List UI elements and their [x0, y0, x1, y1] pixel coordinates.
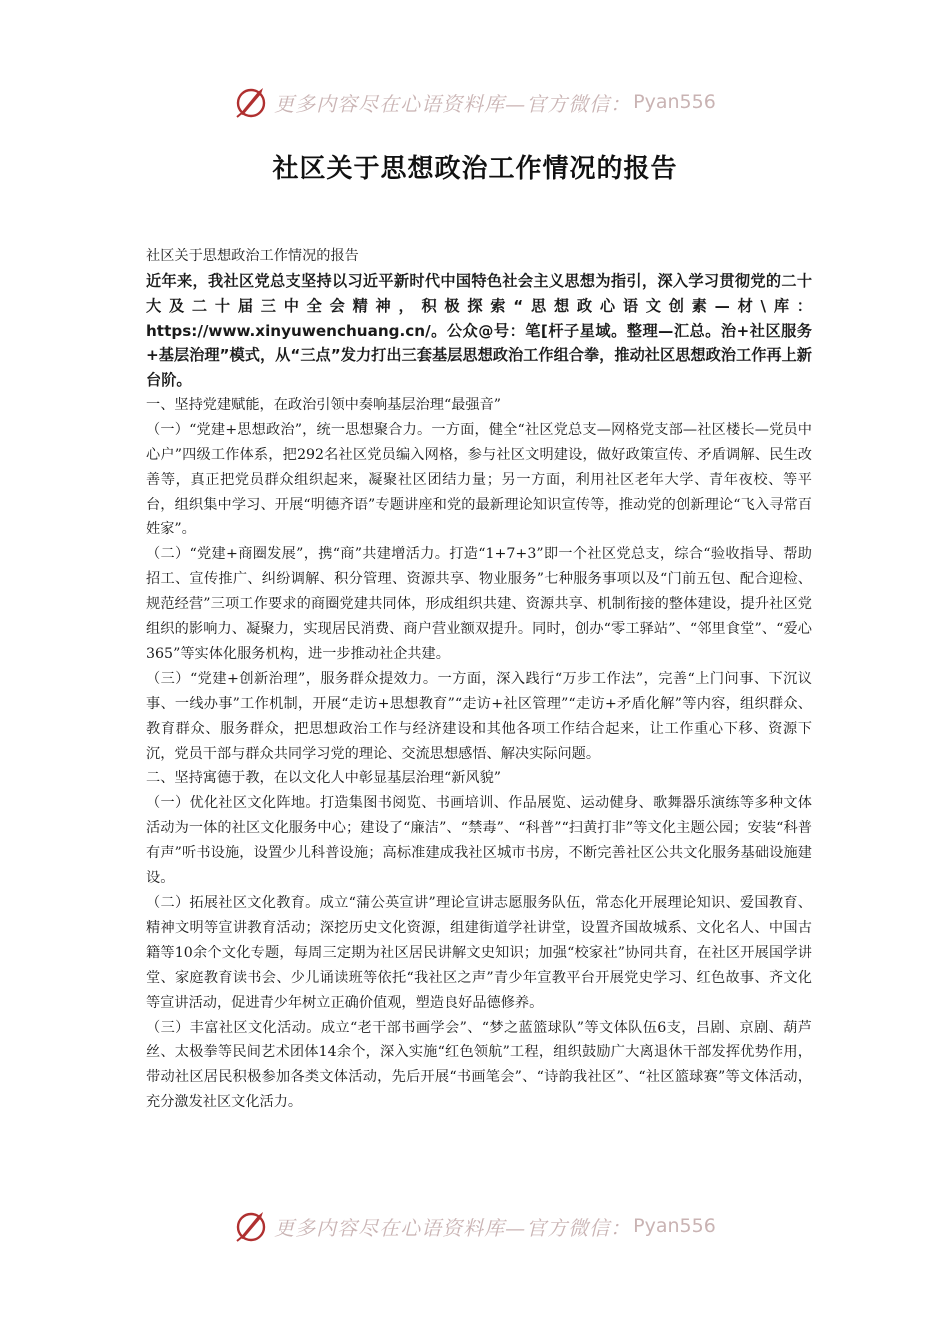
intro-paragraph: 近年来，我社区党总支坚持以习近平新时代中国特色社会主义思想为指引，深入学习贯彻党的二十大及二十届三中全会精神，积极探索“思想政心语文创素—材\库：https://www.xinyuwenchuang.cn/。公众@号：笔[杆子星域。整理—汇总。治+社区服务+基层治理”模式，从“三点”发力打出三套基层思想政治工作组合拳，推动社区思想政治工作再上新台阶。: [146, 271, 812, 390]
banner-wechat-id: Pyan556: [633, 1215, 716, 1237]
paragraph: （二）拓展社区文化教育。成立“蒲公英宣讲”理论宣讲志愿服务队伍，常态化开展理论知识、爱国教育、精神文明等宣讲教育活动；深挖历史文化资源，组建街道学社讲堂，设置齐国故城系、文化名人、中国古籍等10余个文化专题，每周三定期为社区居民讲解文史知识；加强“校家社”协同共育，在社区开展国学讲堂、家庭教育读书会、少儿诵读班等依托“我社区之声”青少年宣教平台开展党史学习、红色故事、齐文化等宣讲活动，促进青少年树立正确价值观，塑造良好品德修养。: [146, 895, 812, 1011]
paragraph: （一）优化社区文化阵地。打造集图书阅览、书画培训、作品展览、运动健身、歌舞器乐演练等多种文体活动为一体的社区文化服务中心；建设了“廉洁”、“禁毒”、“科普”“扫黄打非”等文化主题公园；安装“科普有声”听书设施，设置少儿科普设施；高标准建成我社区城市书房，不断完善社区公共文化服务基础设施建设。: [146, 795, 812, 887]
footer-watermark-banner: [0, 1206, 950, 1246]
paragraph: （二）“党建+商圈发展”，携“商”共建增活力。打造“1+7+3”即一个社区党总支，综合“验收指导、帮助招工、宣传推广、纠纷调解、积分管理、资源共享、物业服务”七种服务事项以及“门前五包、配合迎检、规范经营”三项工作要求的商圈党建共同体，形成组织共建、资源共享、机制衔接的整体建设，提升社区党组织的影响力、凝聚力，实现居民消费、商户营业额双提升。同时，创办“零工驿站”、“邻里食堂”、“爱心365”等实体化服务机构，进一步推动社企共建。: [146, 546, 812, 662]
paragraph: （三）丰富社区文化活动。成立“老干部书画学会”、“梦之蓝篮球队”等文体队伍6支，吕剧、京剧、葫芦丝、太极拳等民间艺术团体14余个，深入实施“红色领航”工程，组织鼓励广大离退休干部发挥优势作用，带动社区居民积极参加各类文体活动，先后开展“书画笔会”、“诗韵我社区”、“社区篮球赛”等文体活动，充分激发社区文化活力。: [146, 1019, 812, 1111]
paragraph: （三）“党建+创新治理”，服务群众提效力。一方面，深入践行“万步工作法”，完善“上门问事、下沉议事、一线办事”工作机制，开展“走访+思想教育”“走访+社区管理”“走访+矛盾化解”等内容，组织群众、教育群众、服务群众，把思想政治工作与经济建设和其他各项工作结合起来，让工作重心下移、资源下沉，党员干部与群众共同学习党的理论、交流思想感悟、解决实际问题。: [146, 670, 812, 762]
quill-logo-icon: [234, 84, 270, 120]
section-heading-1: 一、坚持党建赋能，在政治引领中奏响基层治理“最强音”: [146, 396, 502, 413]
document-body: [146, 244, 812, 1115]
quill-logo-icon: [234, 1208, 270, 1244]
subtitle-line: 社区关于思想政治工作情况的报告: [146, 248, 359, 264]
header-watermark-banner: [0, 82, 950, 122]
paragraph: （一）“党建+思想政治”，统一思想聚合力。一方面，健全“社区党总支—网格党支部—社区楼长—党员中心户”四级工作体系，把292名社区党员编入网格，参与社区文明建设，做好政策宣传、矛盾调解、民生改善等，真正把党员群众组织起来，凝聚社区团结力量；另一方面，利用社区老年大学、青年夜校、等平台，组织集中学习、开展“明德齐语”专题讲座和党的最新理论知识宣传等，推动党的创新理论“飞入寻常百姓家”。: [146, 421, 812, 538]
document-title: 社区关于思想政治工作情况的报告: [272, 154, 678, 184]
banner-text: 更多内容尽在心语资料库—官方微信：: [274, 91, 632, 116]
section-heading-2: 二、坚持寓德于教，在以文化人中彰显基层治理“新风貌”: [146, 770, 502, 787]
banner-text: 更多内容尽在心语资料库—官方微信：: [274, 1215, 632, 1240]
banner-wechat-id: Pyan556: [633, 91, 716, 113]
